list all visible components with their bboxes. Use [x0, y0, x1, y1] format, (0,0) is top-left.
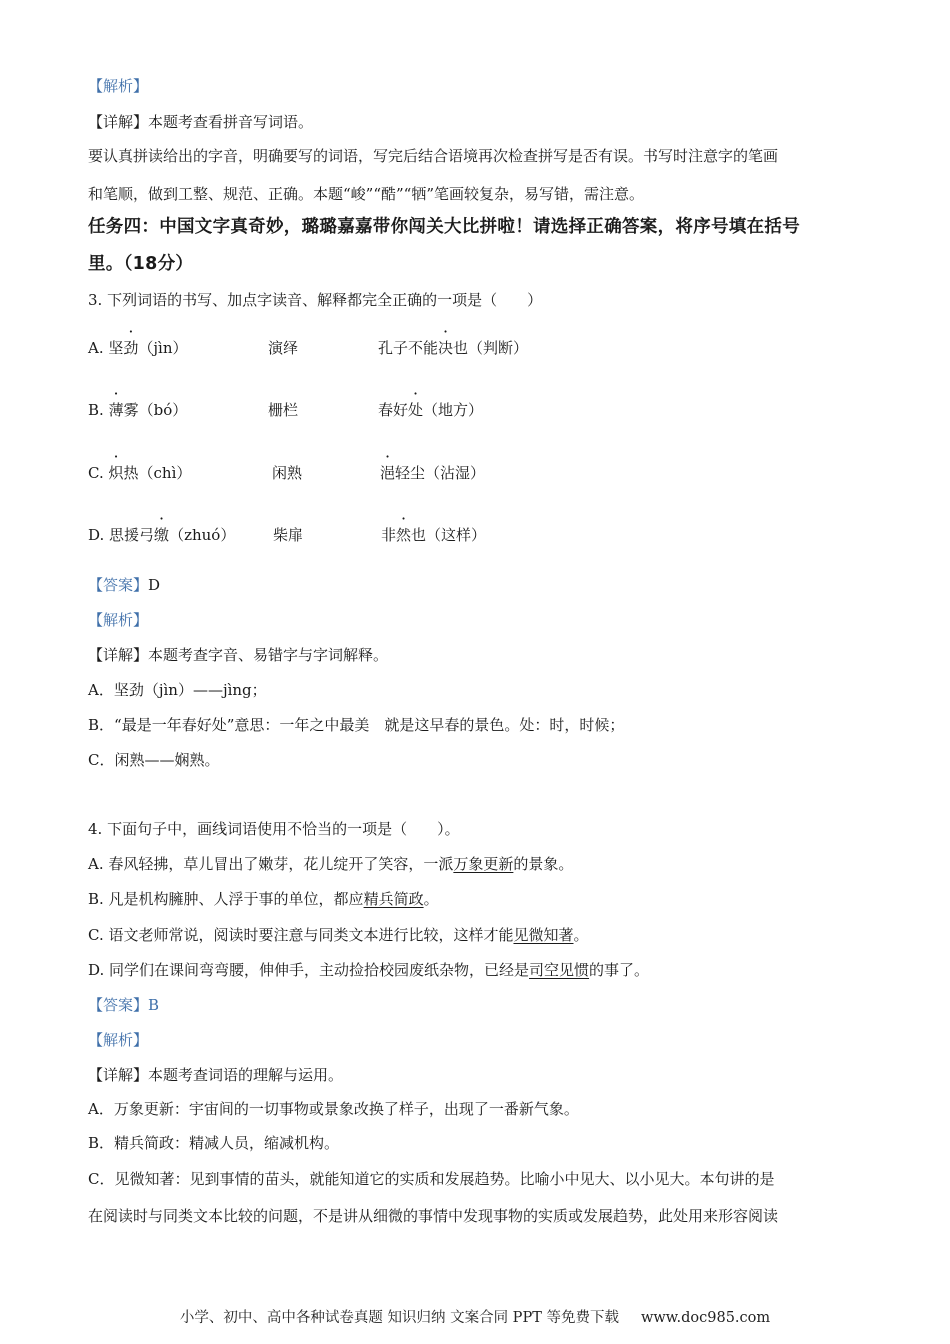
emphasis-dot-char: 决	[438, 339, 454, 357]
note-line: C．闲熟——娴熟。	[88, 751, 220, 769]
answer-tag: 【答案】	[88, 576, 149, 594]
underlined-term: 见微知著	[513, 926, 574, 944]
paragraph-line: 和笔顺，做到工整、规范、正确。本题“峻”“酷”“牺”笔画较复杂，易写错，需注意。	[88, 185, 645, 203]
answer-line	[88, 575, 160, 595]
option-word-3: 春好处（地方）	[378, 401, 484, 419]
question-4-option-b: B. 凡是机构臃肿、人浮于事的单位，都应精兵简政。	[88, 890, 439, 908]
detail-line	[88, 645, 388, 665]
note-line: A．坚劲（jìn）——jìng；	[88, 681, 267, 699]
option-word-1: A. 坚劲（jìn）	[88, 339, 188, 357]
option-word-1: D. 思援弓缴（zhuó）	[88, 526, 236, 544]
question-3-stem: 3. 下列词语的书写、加点字读音、解释都完全正确的一项是（ ）	[88, 291, 543, 309]
option-word-1: B. 薄雾（bó）	[88, 401, 188, 419]
option-word-2: 闲熟	[272, 464, 303, 482]
detail-text: 本题考查看拼音写词语。	[148, 113, 314, 131]
footer-text: 小学、初中、高中各种试卷真题 知识归纳 文案合同 PPT 等免费下载	[179, 1310, 619, 1326]
answer-tag: 【答案】	[88, 996, 149, 1014]
note-line: A．万象更新：宇宙间的一切事物或景象改换了样子，出现了一番新气象。	[88, 1100, 579, 1118]
detail-tag: 【详解】	[88, 1066, 149, 1084]
emphasis-dot-char: 劲	[123, 339, 139, 357]
option-word-3: 浥轻尘（沾湿）	[380, 464, 486, 482]
footer-url[interactable]: www.doc985.com	[640, 1310, 771, 1326]
emphasis-dot-char: 薄	[108, 401, 124, 419]
answer-value: B	[148, 996, 160, 1014]
detail-tag: 【详解】	[88, 113, 149, 131]
answer-value: D	[148, 576, 161, 594]
answer-line	[88, 995, 159, 1015]
emphasis-dot-char: 缴	[154, 526, 170, 544]
emphasis-dot-char: 处	[408, 401, 424, 419]
analysis-tag: 【解析】	[88, 77, 149, 95]
analysis-tag: 【解析】	[88, 611, 149, 629]
underlined-term: 万象更新	[453, 855, 514, 873]
option-word-2: 栅栏	[268, 401, 299, 419]
detail-text: 本题考查字音、易错字与字词解释。	[148, 646, 389, 664]
underlined-term: 精兵简政	[363, 890, 424, 908]
option-word-1: C. 炽热（chì）	[88, 464, 192, 482]
analysis-tag: 【解析】	[88, 1031, 149, 1049]
note-line: C．见微知著：见到事情的苗头，就能知道它的实质和发展趋势。比喻小中见大、以小见大。本句讲的是	[88, 1170, 775, 1188]
task-title-line: 里。（18分）	[88, 254, 194, 274]
emphasis-dot-char: 然	[396, 526, 412, 544]
task-title-line: 任务四：中国文字真奇妙，璐璐嘉嘉带你闯关大比拼啦！请选择正确答案，将序号填在括号	[88, 217, 800, 237]
detail-line	[88, 1065, 343, 1085]
detail-tag: 【详解】	[88, 646, 149, 664]
note-line: 在阅读时与同类文本比较的问题，不是讲从细微的事情中发现事物的实质或发展趋势，此处用来形容阅读	[88, 1207, 779, 1225]
question-4-stem: 4. 下面句子中，画线词语使用不恰当的一项是（ ）。	[88, 820, 460, 838]
emphasis-dot-char: 浥	[380, 464, 396, 482]
emphasis-dot-char: 炽	[108, 464, 124, 482]
question-4-option-d: D. 同学们在课间弯弯腰，伸伸手，主动捡拾校园废纸杂物，已经是司空见惯的事了。	[88, 961, 650, 979]
option-word-3: 非然也（这样）	[381, 526, 487, 544]
paragraph-line: 要认真拼读给出的字音，明确要写的词语，写完后结合语境再次检查拼写是否有误。书写时注意字的笔画	[88, 147, 779, 165]
question-4-option-a: A. 春风轻拂，草儿冒出了嫩芽，花儿绽开了笑容，一派万象更新的景象。	[88, 855, 574, 873]
option-word-3: 孔子不能决也（判断）	[378, 339, 529, 357]
detail-text: 本题考查词语的理解与运用。	[148, 1066, 344, 1084]
option-word-2: 演绎	[268, 339, 299, 357]
page-footer	[0, 1306, 950, 1327]
note-line: B．精兵简政：精减人员，缩减机构。	[88, 1134, 340, 1152]
underlined-term: 司空见惯	[529, 961, 590, 979]
option-word-2: 柴扉	[273, 526, 304, 544]
detail-line	[88, 112, 313, 132]
note-line: B．“最是一年春好处”意思：一年之中最美 就是这早春的景色。处：时，时候；	[88, 716, 625, 734]
question-4-option-c: C. 语文老师常说，阅读时要注意与同类文本进行比较，这样才能见微知著。	[88, 926, 589, 944]
